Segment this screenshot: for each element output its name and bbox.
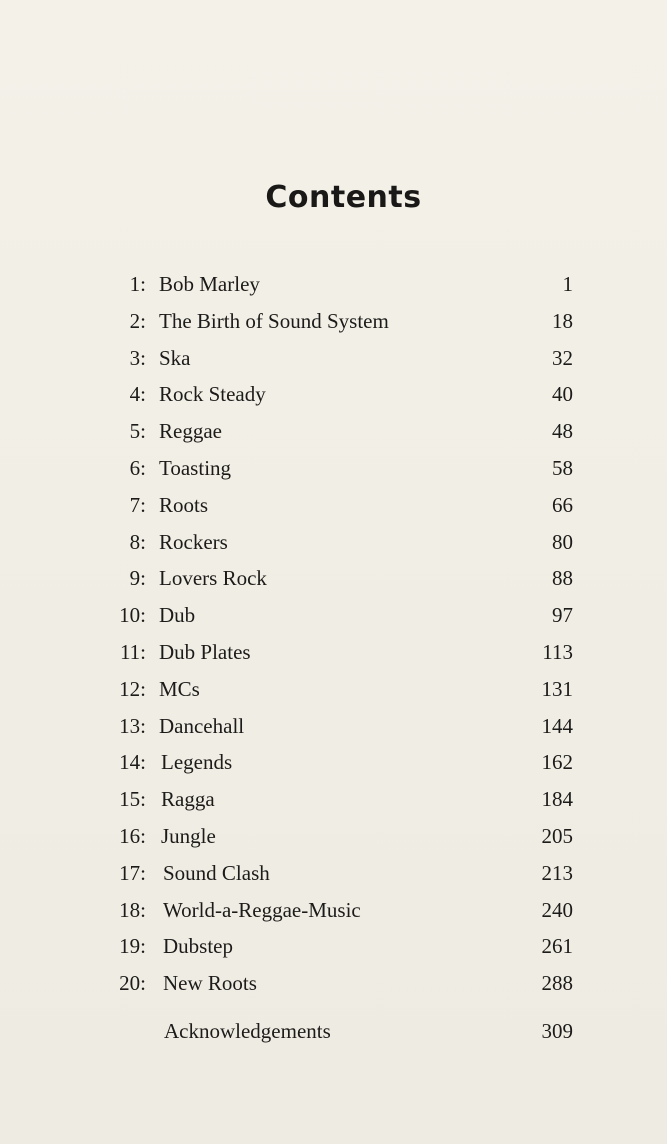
chapter-number: 5: <box>129 419 146 444</box>
page-number: 32 <box>552 345 573 370</box>
chapter-number: 2: <box>129 308 146 333</box>
chapter-number: 1: <box>129 272 146 296</box>
chapter-title: Jungle <box>161 823 216 848</box>
toc-entry[interactable] <box>0 413 667 450</box>
toc-entry[interactable] <box>0 266 667 303</box>
chapter-title: Dancehall <box>159 713 245 738</box>
toc-entry[interactable] <box>0 855 667 892</box>
chapter-title: The Birth of Sound System <box>159 308 389 333</box>
toc-entry[interactable] <box>0 928 667 965</box>
chapter-title: Lovers Rock <box>159 566 267 591</box>
toc-entry[interactable] <box>0 781 667 818</box>
chapter-number: 15: <box>119 787 146 812</box>
page-number: 162 <box>541 750 573 775</box>
toc-entry[interactable] <box>0 708 667 745</box>
page-number: 288 <box>541 971 573 996</box>
chapter-title: Roots <box>159 492 209 517</box>
chapter-title: Ska <box>159 345 191 370</box>
page-number: 58 <box>552 455 573 480</box>
chapter-title: Toasting <box>159 455 232 480</box>
chapter-title: Rock Steady <box>159 382 266 407</box>
page-number: 66 <box>552 492 573 517</box>
chapter-number: 11: <box>119 639 146 664</box>
page-number: 18 <box>552 308 573 333</box>
chapter-number: 18: <box>119 897 146 922</box>
chapter-title: New Roots <box>163 971 257 996</box>
page-number: 80 <box>552 529 573 554</box>
chapter-title: World-a-Reggae-Music <box>163 897 361 922</box>
chapter-title: Rockers <box>159 529 228 554</box>
chapter-title: Bob Marley <box>159 272 260 296</box>
page-number: 40 <box>552 382 573 407</box>
page-number: 113 <box>542 639 573 664</box>
toc-entry[interactable] <box>0 818 667 855</box>
chapter-number: 13: <box>119 713 146 738</box>
page-number: 144 <box>541 713 573 738</box>
page-number: 240 <box>541 897 573 922</box>
table-of-contents <box>0 266 667 1002</box>
page-number: 309 <box>541 1019 573 1043</box>
page-number: 1 <box>562 272 573 296</box>
chapter-number: 9: <box>129 566 146 591</box>
toc-entry[interactable] <box>0 524 667 561</box>
chapter-title: Reggae <box>159 419 222 444</box>
chapter-number: 12: <box>119 676 146 701</box>
toc-entry[interactable] <box>0 450 667 487</box>
toc-entry[interactable] <box>0 487 667 524</box>
chapter-number: 4: <box>129 382 146 407</box>
page-number: 205 <box>541 823 573 848</box>
page-title: Contents <box>265 180 422 215</box>
chapter-number: 8: <box>129 529 146 554</box>
page-number: 48 <box>552 419 573 444</box>
chapter-title: Ragga <box>161 787 215 812</box>
chapter-number: 6: <box>129 455 146 480</box>
toc-entry[interactable] <box>0 744 667 781</box>
toc-entry[interactable] <box>0 965 667 1002</box>
toc-entry[interactable] <box>0 340 667 377</box>
chapter-number: 20: <box>119 971 146 996</box>
page-number: 261 <box>541 934 573 959</box>
page-number: 97 <box>552 603 573 628</box>
chapter-title: Dubstep <box>163 934 233 959</box>
chapter-number: 17: <box>119 860 146 885</box>
toc-entry[interactable] <box>0 671 667 708</box>
toc-entry[interactable] <box>0 597 667 634</box>
page-number: 131 <box>541 676 573 701</box>
toc-entry[interactable] <box>0 376 667 413</box>
toc-entry[interactable] <box>0 892 667 929</box>
chapter-number: 16: <box>119 823 146 848</box>
chapter-number: 10: <box>119 603 146 628</box>
page-number: 88 <box>552 566 573 591</box>
chapter-title: Legends <box>161 750 233 775</box>
page-number: 213 <box>541 860 573 885</box>
chapter-number: 19: <box>119 934 146 959</box>
chapter-title: Dub Plates <box>159 639 251 664</box>
toc-entry-acknowledgements[interactable] <box>0 1013 667 1050</box>
chapter-title: MCs <box>159 676 200 701</box>
toc-entry[interactable] <box>0 303 667 340</box>
acknowledgements-title: Acknowledgements <box>164 1019 331 1043</box>
chapter-title: Sound Clash <box>163 860 270 885</box>
toc-entry[interactable] <box>0 634 667 671</box>
chapter-title: Dub <box>159 603 196 628</box>
chapter-number: 7: <box>129 492 146 517</box>
chapter-number: 14: <box>119 750 146 775</box>
toc-entry[interactable] <box>0 560 667 597</box>
chapter-number: 3: <box>129 345 146 370</box>
page-number: 184 <box>541 787 573 812</box>
